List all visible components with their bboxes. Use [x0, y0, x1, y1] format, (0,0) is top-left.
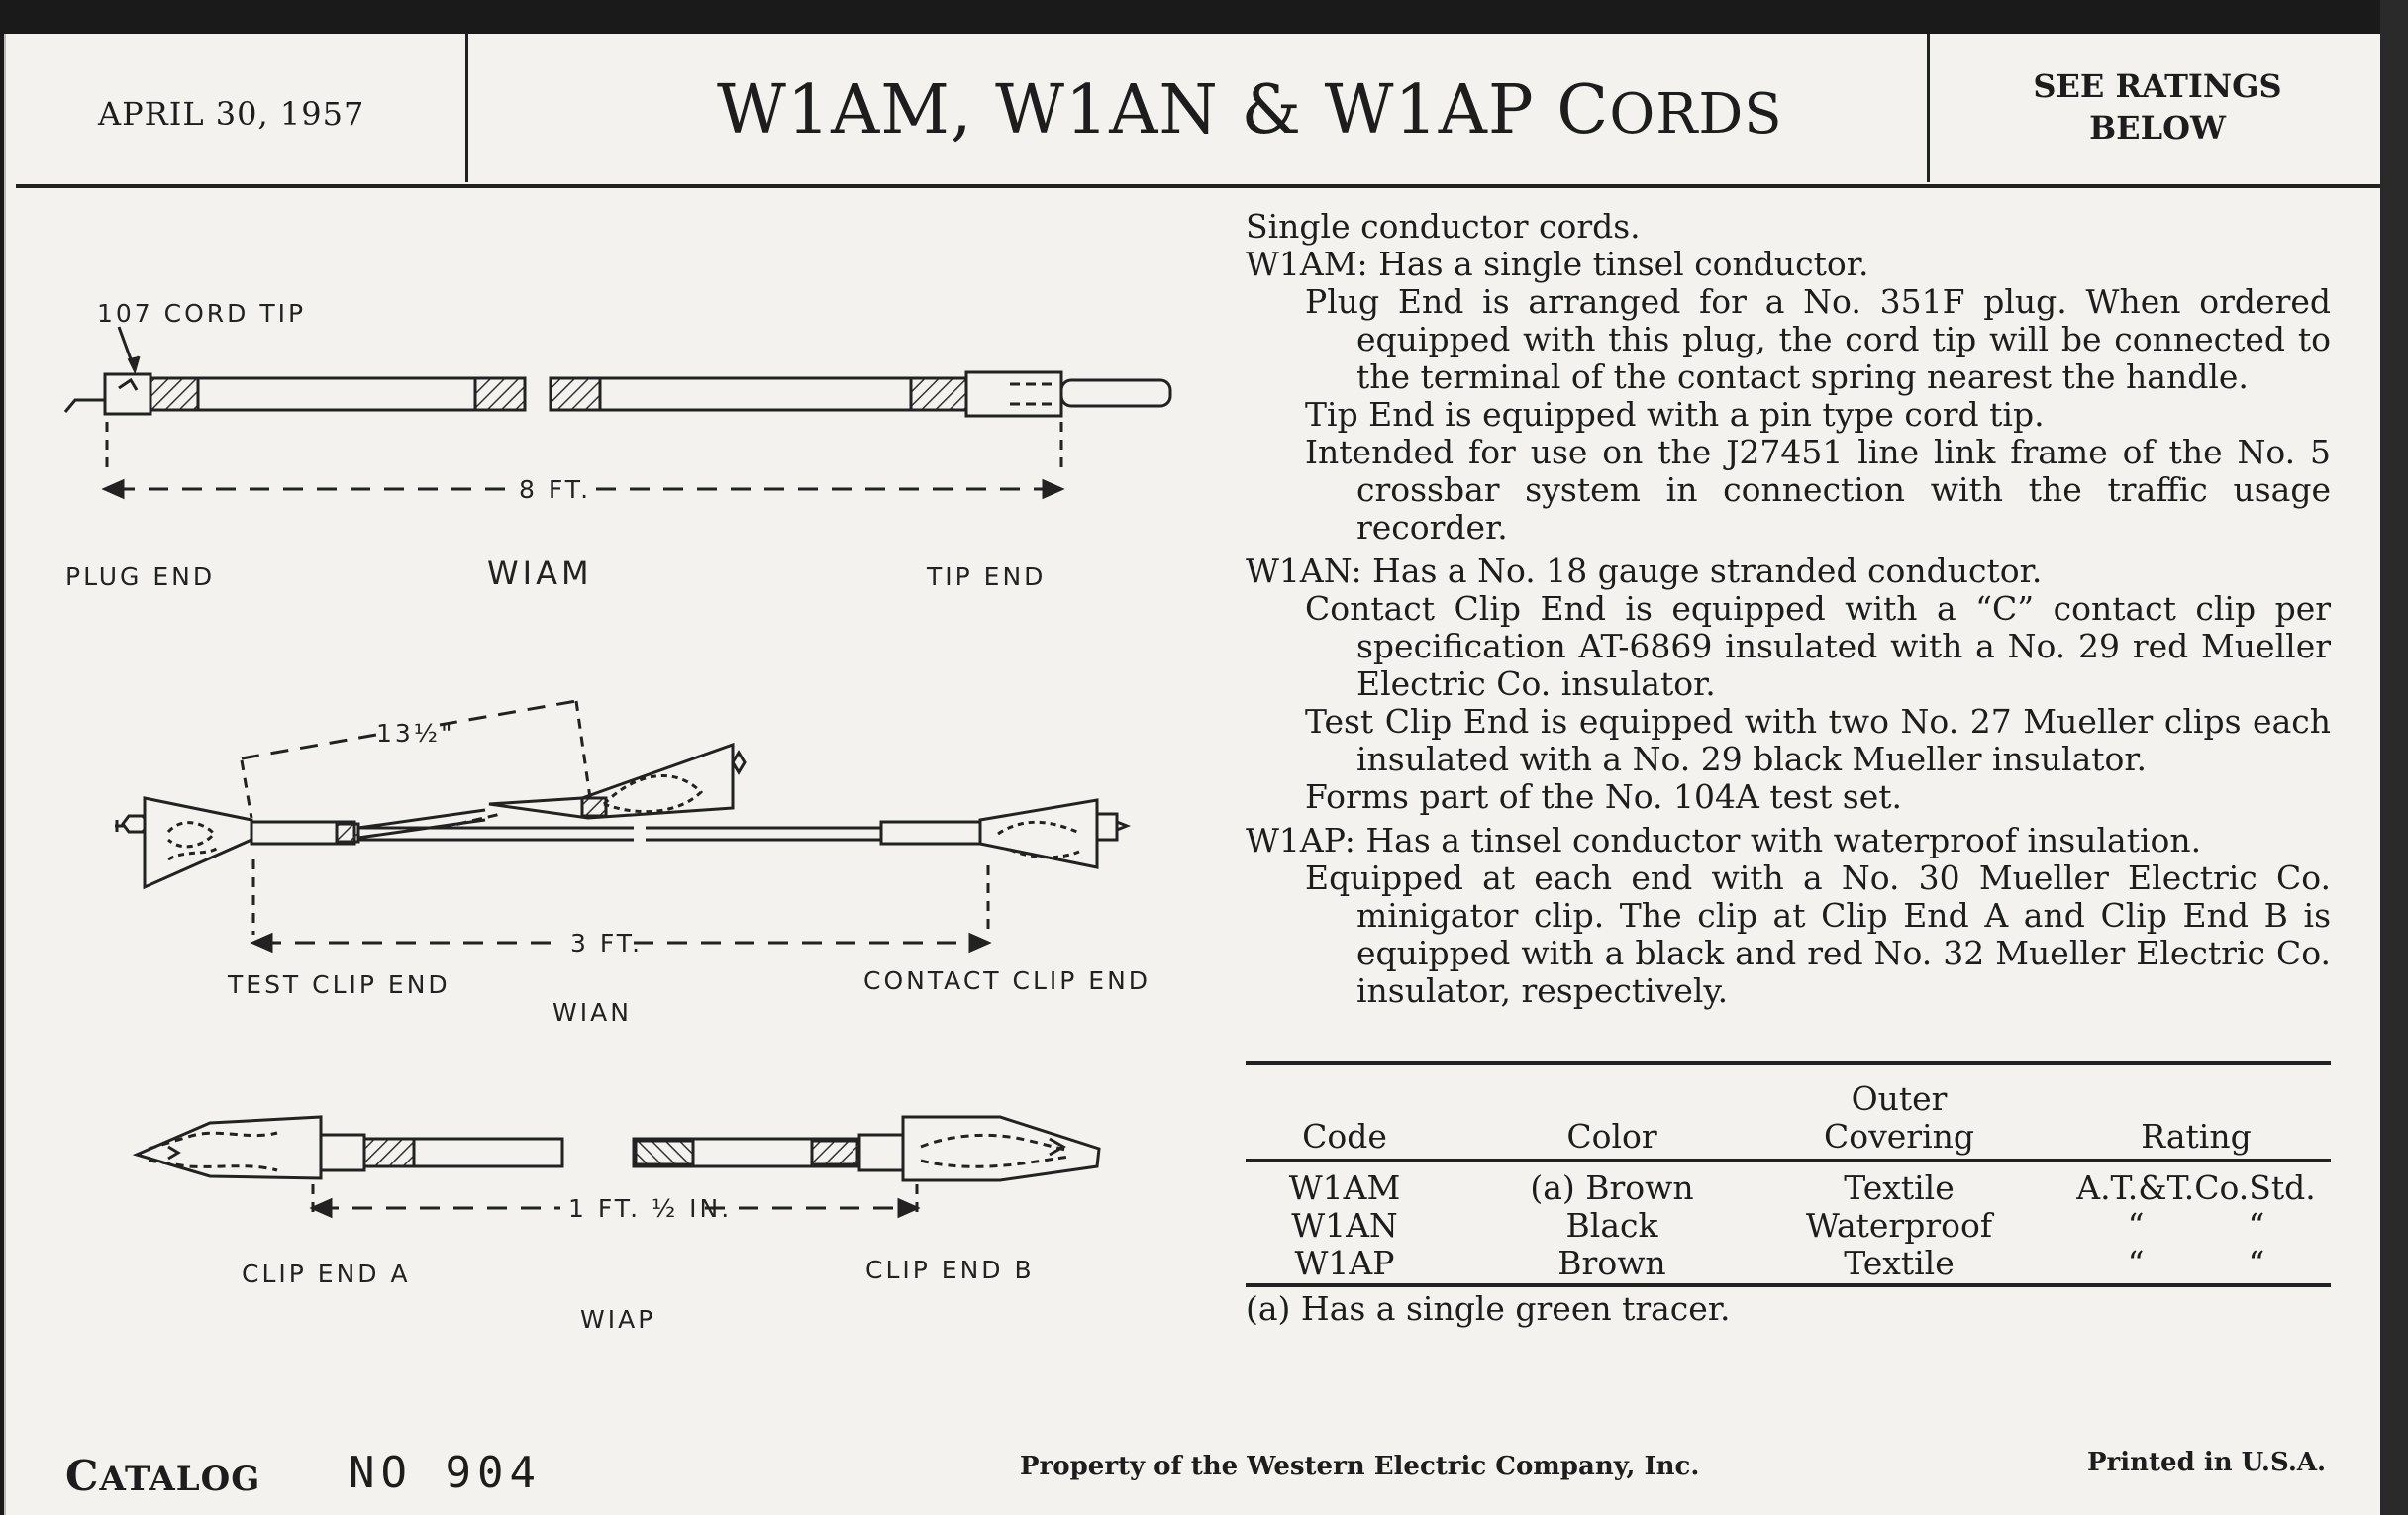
w1am-cord-tip-label: 107 CORD TIP [97, 299, 307, 328]
intro-text: Single conductor cords. [1246, 207, 1641, 246]
table-top-rule [1246, 1061, 2331, 1065]
col-header-rating: Rating [2141, 1117, 2252, 1156]
row-code: W1AM [1288, 1168, 1401, 1207]
w1an-clip-length-label: 13½" [376, 719, 455, 748]
w1an-test-text: Test Clip End is equipped with two No. 27 Mueller clips each insulated with a No. 29 black Mueller insulator. [1305, 702, 2331, 778]
w1ap-clip-end-a-label: CLIP END A [242, 1260, 411, 1288]
col-header-code: Code [1302, 1117, 1387, 1156]
w1an-contact-text: Contact Clip End is equipped with a “C” contact clip per specification AT-6869 insulated with a No. 29 red Mueller Electric Co. insulator. [1305, 589, 2331, 703]
printed-notice: Printed in U.S.A. [2087, 1448, 2327, 1477]
w1an-forms-text: Forms part of the No. 104A test set. [1305, 777, 1903, 816]
row-rating: “ “ [2127, 1206, 2265, 1245]
header-date: APRIL 30, 1957 [98, 95, 365, 133]
row-color: (a) Brown [1530, 1168, 1694, 1207]
row-rating: “ “ [2127, 1244, 2265, 1282]
header-divider-right [1927, 34, 1930, 182]
w1am-plug-end-label: PLUG END [65, 562, 216, 591]
description [1246, 208, 2331, 1010]
w1am-tip-text: Tip End is equipped with a pin type cord tip. [1305, 395, 2045, 434]
w1ap-name-label: WIAP [580, 1305, 656, 1334]
w1am-name-label: WIAM [487, 555, 593, 592]
w1ap-heading: W1AP: Has a tinsel conductor with waterproof insulation. [1246, 821, 2202, 859]
header-rating-note: SEE RATINGS BELOW [2033, 67, 2282, 147]
row-color: Brown [1557, 1244, 1666, 1282]
col-header-color: Color [1566, 1117, 1657, 1156]
w1am-length-label: 8 FT. [519, 475, 592, 504]
w1am-heading: W1AM: Has a single tinsel conductor. [1246, 245, 1869, 283]
w1an-contact-clip-end-label: CONTACT CLIP END [863, 966, 1152, 995]
w1ap-clip-end-b-label: CLIP END B [865, 1256, 1035, 1284]
row-covering: Textile [1844, 1244, 1955, 1282]
row-rating: A.T.&T.Co.Std. [2076, 1168, 2316, 1207]
scan-edge [2380, 0, 2408, 1515]
table-footnote: (a) Has a single green tracer. [1246, 1289, 1731, 1328]
catalog-label: CATALOG [65, 1452, 261, 1500]
w1am-use-text: Intended for use on the J27451 line link frame of the No. 5 crossbar system in connection with the traffic usage recorder. [1305, 433, 2331, 547]
row-covering: Textile [1844, 1168, 1955, 1207]
catalog-number: NO 904 [349, 1448, 542, 1498]
w1an-test-clip-end-label: TEST CLIP END [228, 970, 451, 999]
w1an-heading: W1AN: Has a No. 18 gauge stranded conductor. [1246, 552, 2043, 590]
w1am-drawing [65, 327, 1170, 497]
header-title: W1AM, W1AN & W1AP CORDS [717, 71, 1783, 150]
w1an-name-label: WIAN [552, 998, 632, 1027]
ratings-table [1246, 1061, 2331, 1289]
w1ap-length-label: 1 FT. ½ IN. [568, 1194, 733, 1223]
w1am-tip-end-label: TIP END [927, 562, 1047, 591]
w1an-drawing [10, 701, 1127, 951]
w1ap-equip-text: Equipped at each end with a No. 30 Mueller Electric Co. minigator clip. The clip at Clip End A and Clip End B is equipped with a black and red No. 32 Mueller Electric Co. insulator, respectively. [1305, 858, 2331, 1010]
w1am-plug-text: Plug End is arranged for a No. 351F plug. When ordered equipped with this plug, the cord tip will be connected to the terminal of the contact spring nearest the handle. [1305, 282, 2331, 396]
property-notice: Property of the Western Electric Company, Inc. [1020, 1452, 1700, 1481]
col-header-covering: Covering [1824, 1117, 1974, 1156]
col-header-outer: Outer [1851, 1079, 1948, 1118]
w1an-length-label: 3 FT. [570, 929, 644, 958]
row-covering: Waterproof [1805, 1206, 1993, 1245]
row-color: Black [1565, 1206, 1658, 1245]
table-bottom-rule [1246, 1283, 2331, 1287]
row-code: W1AN [1291, 1206, 1398, 1245]
row-code: W1AP [1294, 1244, 1395, 1282]
table-header-rule [1246, 1159, 2331, 1162]
